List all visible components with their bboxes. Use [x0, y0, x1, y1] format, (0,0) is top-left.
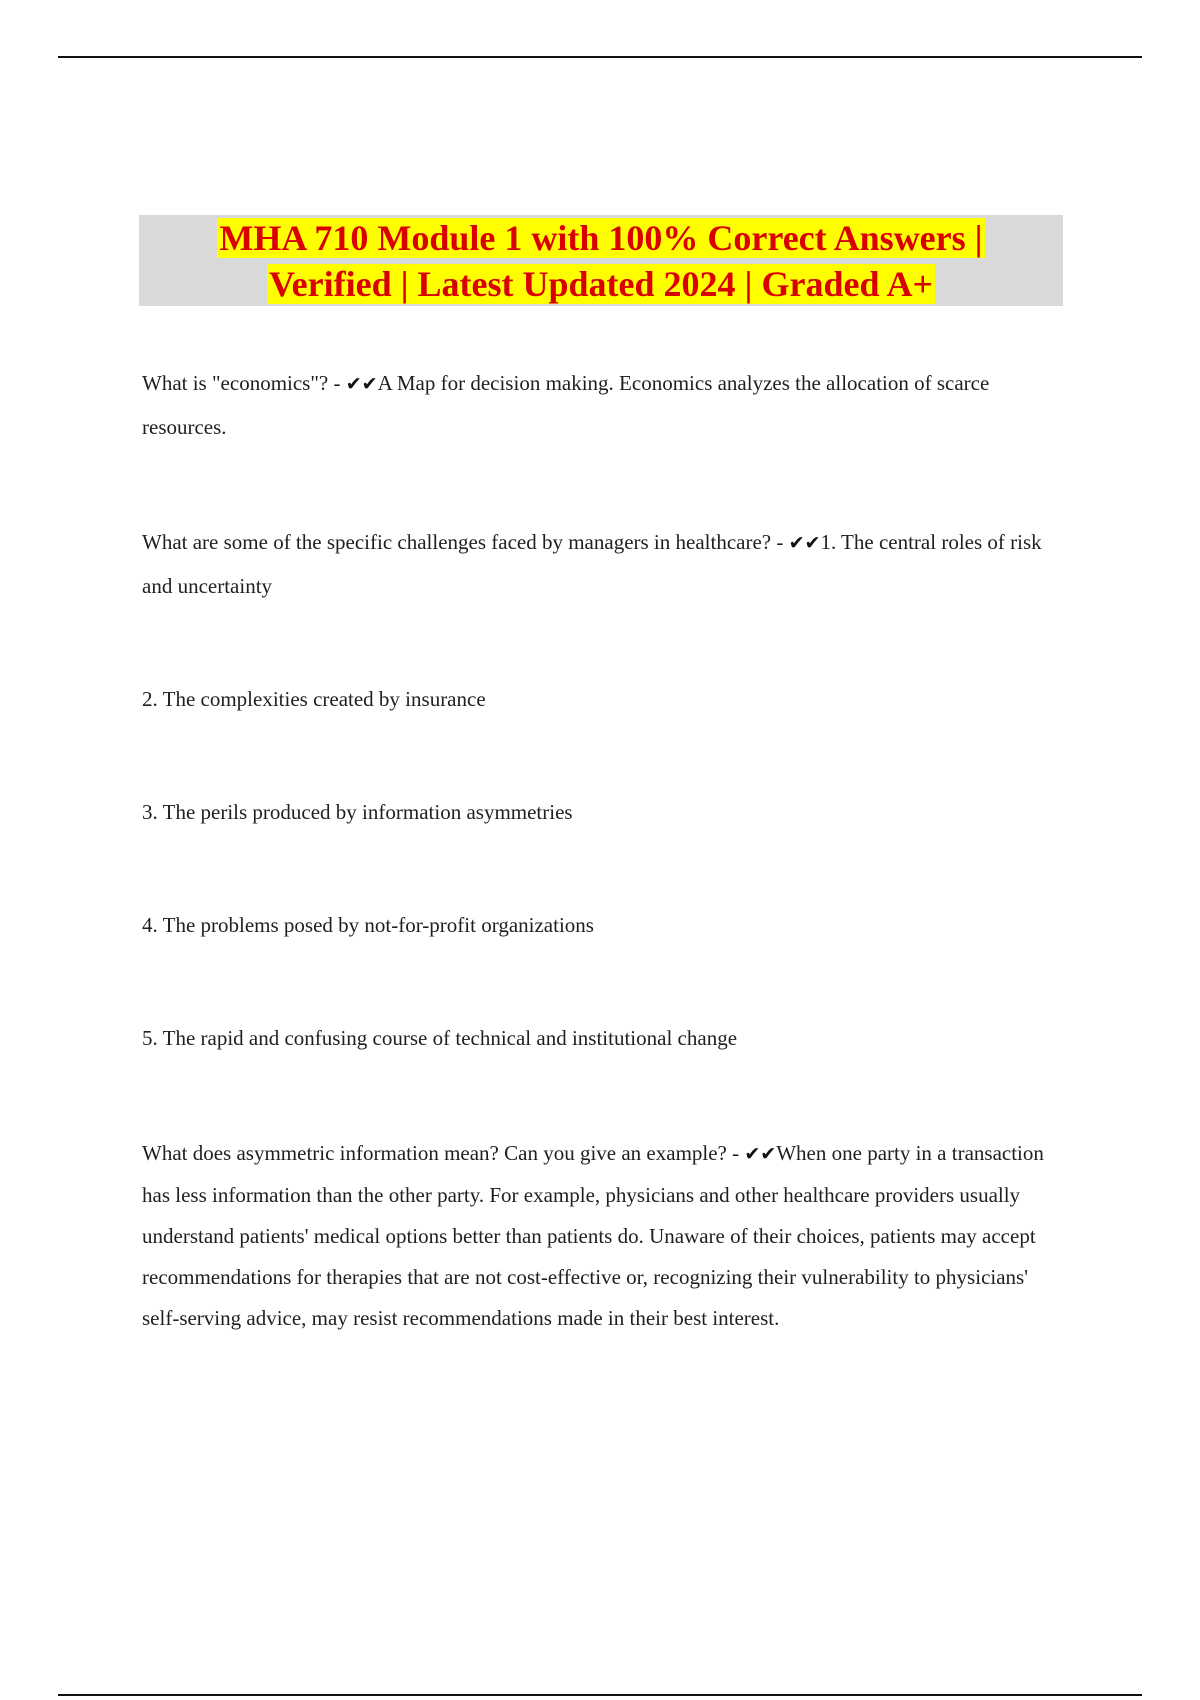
qa-item-challenges [142, 521, 1062, 608]
bottom-divider [58, 1694, 1142, 1696]
document-title [217, 215, 984, 307]
question-text: What is "economics"? - [142, 371, 346, 395]
question-text: What are some of the specific challenges faced by managers in healthcare? - [142, 530, 789, 554]
double-check-icon: ✔✔ [788, 532, 821, 554]
challenge-item-3: 3. The perils produced by information asymmetries [142, 800, 573, 824]
top-divider [58, 56, 1142, 58]
answer-text: 1. The central roles of risk and uncertainty [142, 530, 1042, 598]
double-check-icon: ✔✔ [744, 1143, 777, 1165]
challenge-item-5: 5. The rapid and confusing course of technical and institutional change [142, 1026, 738, 1050]
answer-text: When one party in a transaction has less information than the other party. For example, physicians and other healthcare providers usually understand patients' medical options better than patients do. Unaware of their choices, patients may accept recommendations for therapies that are not cost-effective or, recognizing their vulnerability to physicians' self-serving advice, may resist recommendations made in their best interest. [142, 1141, 1044, 1330]
question-text: What does asymmetric information mean? Can you give an example? - [142, 1141, 745, 1165]
title-line-2: Verified | Latest Updated 2024 | Graded A+ [268, 263, 933, 304]
answer-text: A Map for decision making. Economics analyzes the allocation of scarce resources. [142, 371, 990, 439]
qa-item-economics [142, 362, 1062, 449]
qa-item-asymmetric-information [142, 1133, 1062, 1339]
challenge-item-2: 2. The complexities created by insurance [142, 687, 486, 711]
document-title-band [139, 215, 1063, 306]
title-line-1: MHA 710 Module 1 with 100% Correct Answers | [219, 217, 983, 258]
challenge-item-4: 4. The problems posed by not-for-profit organizations [142, 913, 594, 937]
double-check-icon: ✔✔ [345, 373, 378, 395]
